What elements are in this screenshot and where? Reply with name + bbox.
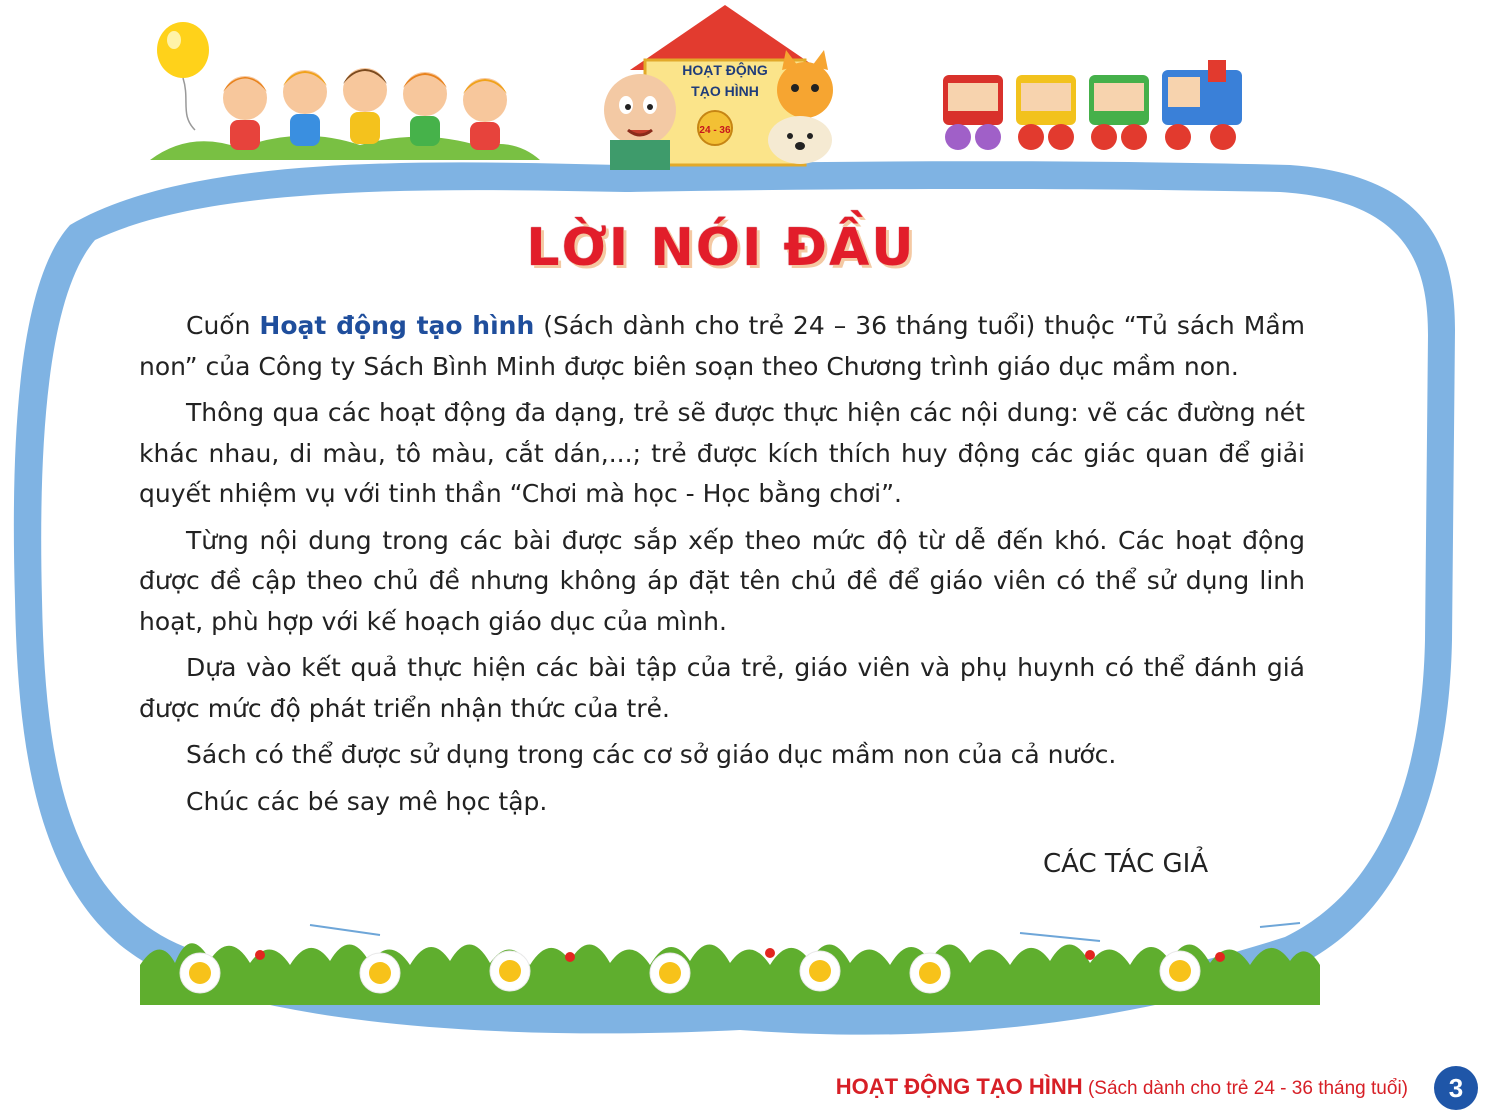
- signature: CÁC TÁC GIẢ: [1043, 849, 1209, 879]
- children-illustration: [150, 20, 540, 170]
- house-sign-line1: HOẠT ĐỘNG: [682, 62, 768, 78]
- page-number-badge: 3: [1434, 1066, 1478, 1110]
- train-illustration: [938, 55, 1253, 160]
- footer-book-title: HOẠT ĐỘNG TẠO HÌNH: [835, 1074, 1083, 1099]
- paragraph-1: [139, 306, 1305, 387]
- paragraph-5: Sách có thể được sử dụng trong các cơ sở giáo dục mầm non của cả nước.: [186, 740, 1117, 769]
- house-badge: 24 - 36: [699, 125, 731, 136]
- house-sign-line2: TẠO HÌNH: [691, 83, 759, 99]
- grass-flowers-illustration: [140, 905, 1320, 1005]
- paragraph-1-rest: (Sách dành cho trẻ 24 – 36 tháng tuổi) thuộc “Tủ sách Mầm non” của Công ty Sách Bình Minh được biên soạn theo Chương trình giáo dục mầm non.: [139, 311, 1305, 381]
- paragraph-3: Từng nội dung trong các bài được sắp xếp theo mức độ từ dễ đến khó. Các hoạt động được đề cập theo chủ đề nhưng không áp đặt tên chủ đề để giáo viên có thể sử dụng linh hoạt, phù hợp với kế hoạch giáo dục của mình.: [139, 525, 1305, 636]
- book-name: Hoạt động tạo hình: [259, 311, 535, 340]
- page-title: LỜI NÓI ĐẦU: [526, 218, 916, 278]
- paragraph-4: Dựa vào kết quả thực hiện các bài tập của trẻ, giáo viên và phụ huynh có thể đánh giá được mức độ phát triển nhận thức của trẻ.: [139, 653, 1305, 723]
- paragraph-2: Thông qua các hoạt động đa dạng, trẻ sẽ được thực hiện các nội dung: vẽ các đường nét khác nhau, di màu, tô màu, cắt dán,...; trẻ được kích thích huy động các giác quan để giải quyết nhiệm vụ với tinh thần “Chơi mà học - Học bằng chơi”.: [139, 398, 1305, 508]
- footer-subtitle: (Sách dành cho trẻ 24 - 36 tháng tuổi): [1082, 1078, 1408, 1099]
- balloon-icon: [157, 22, 209, 130]
- paragraph-6: Chúc các bé say mê học tập.: [186, 786, 548, 816]
- paragraph-1-lead: Cuốn: [186, 311, 260, 340]
- house-illustration: [590, 0, 860, 170]
- preface-body: [139, 306, 1305, 828]
- page-footer: [836, 1074, 1408, 1100]
